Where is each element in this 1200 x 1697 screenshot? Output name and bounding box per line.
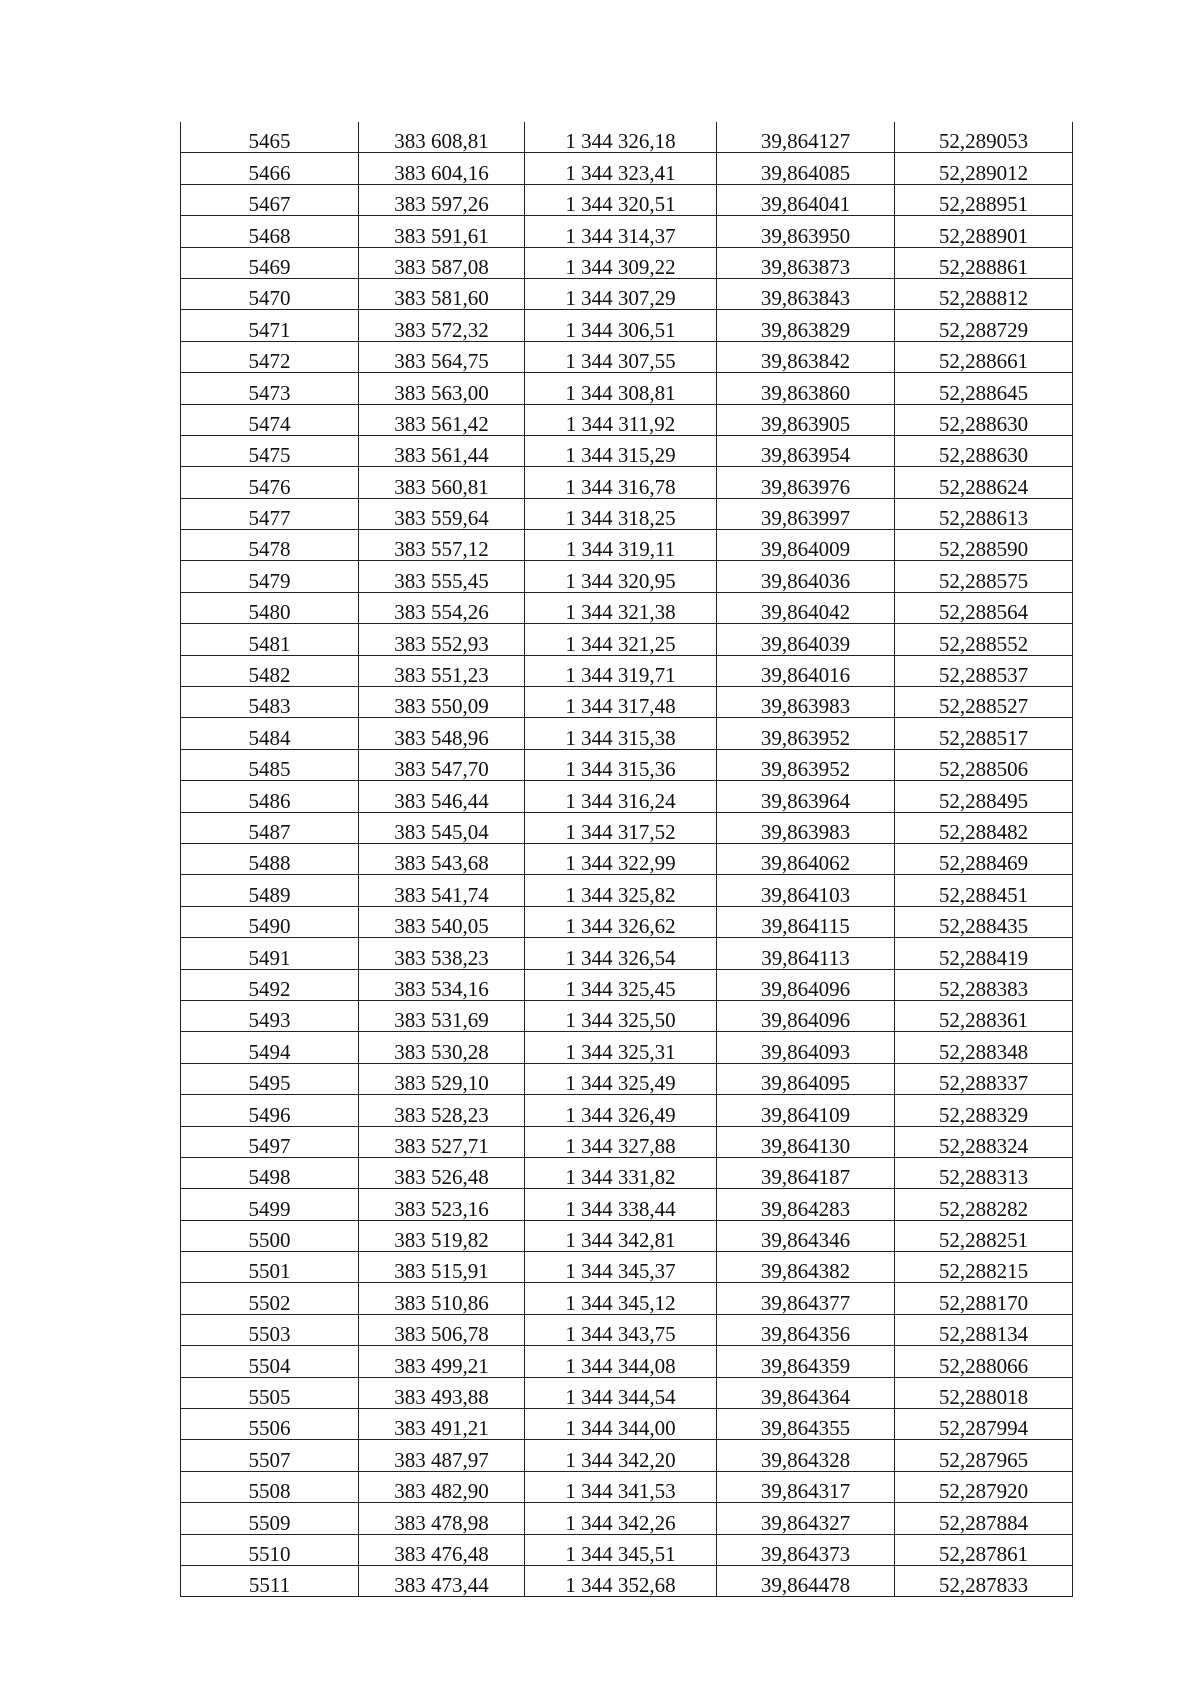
longitude-cell: 39,864109 [717, 1095, 895, 1126]
x-coordinate-cell: 383 527,71 [359, 1126, 525, 1157]
latitude-cell: 52,288661 [895, 341, 1073, 372]
y-coordinate-cell: 1 344 345,12 [525, 1283, 717, 1314]
x-coordinate-cell: 383 604,16 [359, 153, 525, 184]
y-coordinate-cell: 1 344 326,62 [525, 906, 717, 937]
longitude-cell: 39,863954 [717, 435, 895, 466]
point-number-cell: 5480 [181, 592, 359, 623]
longitude-cell: 39,863997 [717, 498, 895, 529]
latitude-cell: 52,288624 [895, 467, 1073, 498]
point-number-cell: 5497 [181, 1126, 359, 1157]
latitude-cell: 52,288329 [895, 1095, 1073, 1126]
y-coordinate-cell: 1 344 316,78 [525, 467, 717, 498]
longitude-cell: 39,863964 [717, 781, 895, 812]
table-row [181, 278, 1073, 309]
point-number-cell: 5486 [181, 781, 359, 812]
point-number-cell: 5470 [181, 278, 359, 309]
table-row [181, 781, 1073, 812]
table-row [181, 561, 1073, 592]
longitude-cell: 39,864127 [717, 122, 895, 153]
table-row [181, 749, 1073, 780]
x-coordinate-cell: 383 487,97 [359, 1440, 525, 1471]
point-number-cell: 5474 [181, 404, 359, 435]
table-row [181, 875, 1073, 906]
latitude-cell: 52,288361 [895, 1000, 1073, 1031]
latitude-cell: 52,288951 [895, 184, 1073, 215]
x-coordinate-cell: 383 543,68 [359, 843, 525, 874]
point-number-cell: 5478 [181, 530, 359, 561]
latitude-cell: 52,288812 [895, 278, 1073, 309]
latitude-cell: 52,288383 [895, 969, 1073, 1000]
latitude-cell: 52,288018 [895, 1377, 1073, 1408]
table-row [181, 687, 1073, 718]
x-coordinate-cell: 383 473,44 [359, 1565, 525, 1596]
point-number-cell: 5493 [181, 1000, 359, 1031]
latitude-cell: 52,288645 [895, 373, 1073, 404]
point-number-cell: 5481 [181, 624, 359, 655]
latitude-cell: 52,289053 [895, 122, 1073, 153]
table-row [181, 184, 1073, 215]
x-coordinate-cell: 383 546,44 [359, 781, 525, 812]
table-row [181, 341, 1073, 372]
y-coordinate-cell: 1 344 338,44 [525, 1189, 717, 1220]
point-number-cell: 5483 [181, 687, 359, 718]
point-number-cell: 5498 [181, 1157, 359, 1188]
point-number-cell: 5504 [181, 1346, 359, 1377]
x-coordinate-cell: 383 510,86 [359, 1283, 525, 1314]
point-number-cell: 5490 [181, 906, 359, 937]
table-row [181, 1534, 1073, 1565]
point-number-cell: 5488 [181, 843, 359, 874]
latitude-cell: 52,289012 [895, 153, 1073, 184]
latitude-cell: 52,288348 [895, 1032, 1073, 1063]
x-coordinate-cell: 383 523,16 [359, 1189, 525, 1220]
longitude-cell: 39,864328 [717, 1440, 895, 1471]
point-number-cell: 5473 [181, 373, 359, 404]
longitude-cell: 39,864096 [717, 969, 895, 1000]
longitude-cell: 39,864283 [717, 1189, 895, 1220]
longitude-cell: 39,863860 [717, 373, 895, 404]
longitude-cell: 39,863983 [717, 812, 895, 843]
y-coordinate-cell: 1 344 319,71 [525, 655, 717, 686]
y-coordinate-cell: 1 344 326,49 [525, 1095, 717, 1126]
table-row [181, 1000, 1073, 1031]
x-coordinate-cell: 383 548,96 [359, 718, 525, 749]
latitude-cell: 52,287920 [895, 1471, 1073, 1502]
coordinates-table-body [181, 122, 1073, 1597]
longitude-cell: 39,864377 [717, 1283, 895, 1314]
latitude-cell: 52,287965 [895, 1440, 1073, 1471]
x-coordinate-cell: 383 519,82 [359, 1220, 525, 1251]
x-coordinate-cell: 383 482,90 [359, 1471, 525, 1502]
x-coordinate-cell: 383 478,98 [359, 1503, 525, 1534]
y-coordinate-cell: 1 344 345,37 [525, 1252, 717, 1283]
x-coordinate-cell: 383 540,05 [359, 906, 525, 937]
x-coordinate-cell: 383 531,69 [359, 1000, 525, 1031]
point-number-cell: 5469 [181, 247, 359, 278]
y-coordinate-cell: 1 344 307,29 [525, 278, 717, 309]
x-coordinate-cell: 383 581,60 [359, 278, 525, 309]
x-coordinate-cell: 383 491,21 [359, 1409, 525, 1440]
x-coordinate-cell: 383 545,04 [359, 812, 525, 843]
table-row [181, 435, 1073, 466]
latitude-cell: 52,288313 [895, 1157, 1073, 1188]
y-coordinate-cell: 1 344 331,82 [525, 1157, 717, 1188]
latitude-cell: 52,288537 [895, 655, 1073, 686]
table-row [181, 1503, 1073, 1534]
point-number-cell: 5510 [181, 1534, 359, 1565]
point-number-cell: 5479 [181, 561, 359, 592]
x-coordinate-cell: 383 559,64 [359, 498, 525, 529]
y-coordinate-cell: 1 344 343,75 [525, 1314, 717, 1345]
latitude-cell: 52,287833 [895, 1565, 1073, 1596]
point-number-cell: 5496 [181, 1095, 359, 1126]
table-row [181, 216, 1073, 247]
table-row [181, 373, 1073, 404]
latitude-cell: 52,288861 [895, 247, 1073, 278]
x-coordinate-cell: 383 555,45 [359, 561, 525, 592]
longitude-cell: 39,864041 [717, 184, 895, 215]
latitude-cell: 52,287994 [895, 1409, 1073, 1440]
longitude-cell: 39,864085 [717, 153, 895, 184]
point-number-cell: 5468 [181, 216, 359, 247]
point-number-cell: 5467 [181, 184, 359, 215]
x-coordinate-cell: 383 534,16 [359, 969, 525, 1000]
point-number-cell: 5477 [181, 498, 359, 529]
longitude-cell: 39,863829 [717, 310, 895, 341]
x-coordinate-cell: 383 564,75 [359, 341, 525, 372]
y-coordinate-cell: 1 344 327,88 [525, 1126, 717, 1157]
y-coordinate-cell: 1 344 344,00 [525, 1409, 717, 1440]
point-number-cell: 5487 [181, 812, 359, 843]
latitude-cell: 52,288552 [895, 624, 1073, 655]
point-number-cell: 5505 [181, 1377, 359, 1408]
table-row [181, 1565, 1073, 1596]
point-number-cell: 5506 [181, 1409, 359, 1440]
table-row [181, 1283, 1073, 1314]
x-coordinate-cell: 383 597,26 [359, 184, 525, 215]
y-coordinate-cell: 1 344 314,37 [525, 216, 717, 247]
latitude-cell: 52,288630 [895, 435, 1073, 466]
table-row [181, 655, 1073, 686]
y-coordinate-cell: 1 344 319,11 [525, 530, 717, 561]
point-number-cell: 5475 [181, 435, 359, 466]
longitude-cell: 39,864382 [717, 1252, 895, 1283]
table-row [181, 1252, 1073, 1283]
x-coordinate-cell: 383 552,93 [359, 624, 525, 655]
y-coordinate-cell: 1 344 318,25 [525, 498, 717, 529]
x-coordinate-cell: 383 526,48 [359, 1157, 525, 1188]
table-row [181, 122, 1073, 153]
latitude-cell: 52,288527 [895, 687, 1073, 718]
longitude-cell: 39,863952 [717, 749, 895, 780]
y-coordinate-cell: 1 344 316,24 [525, 781, 717, 812]
point-number-cell: 5507 [181, 1440, 359, 1471]
point-number-cell: 5499 [181, 1189, 359, 1220]
longitude-cell: 39,864103 [717, 875, 895, 906]
point-number-cell: 5492 [181, 969, 359, 1000]
point-number-cell: 5485 [181, 749, 359, 780]
y-coordinate-cell: 1 344 326,54 [525, 938, 717, 969]
latitude-cell: 52,288324 [895, 1126, 1073, 1157]
y-coordinate-cell: 1 344 307,55 [525, 341, 717, 372]
table-row [181, 1032, 1073, 1063]
latitude-cell: 52,288215 [895, 1252, 1073, 1283]
y-coordinate-cell: 1 344 344,54 [525, 1377, 717, 1408]
y-coordinate-cell: 1 344 342,26 [525, 1503, 717, 1534]
longitude-cell: 39,863905 [717, 404, 895, 435]
longitude-cell: 39,864355 [717, 1409, 895, 1440]
latitude-cell: 52,288435 [895, 906, 1073, 937]
x-coordinate-cell: 383 530,28 [359, 1032, 525, 1063]
longitude-cell: 39,864093 [717, 1032, 895, 1063]
longitude-cell: 39,864115 [717, 906, 895, 937]
x-coordinate-cell: 383 591,61 [359, 216, 525, 247]
x-coordinate-cell: 383 557,12 [359, 530, 525, 561]
y-coordinate-cell: 1 344 344,08 [525, 1346, 717, 1377]
longitude-cell: 39,864478 [717, 1565, 895, 1596]
y-coordinate-cell: 1 344 341,53 [525, 1471, 717, 1502]
x-coordinate-cell: 383 493,88 [359, 1377, 525, 1408]
latitude-cell: 52,288630 [895, 404, 1073, 435]
longitude-cell: 39,864130 [717, 1126, 895, 1157]
longitude-cell: 39,863976 [717, 467, 895, 498]
y-coordinate-cell: 1 344 321,38 [525, 592, 717, 623]
x-coordinate-cell: 383 554,26 [359, 592, 525, 623]
x-coordinate-cell: 383 608,81 [359, 122, 525, 153]
y-coordinate-cell: 1 344 342,20 [525, 1440, 717, 1471]
longitude-cell: 39,864009 [717, 530, 895, 561]
y-coordinate-cell: 1 344 342,81 [525, 1220, 717, 1251]
table-row [181, 812, 1073, 843]
longitude-cell: 39,863952 [717, 718, 895, 749]
table-row [181, 1095, 1073, 1126]
y-coordinate-cell: 1 344 325,45 [525, 969, 717, 1000]
longitude-cell: 39,864113 [717, 938, 895, 969]
longitude-cell: 39,864036 [717, 561, 895, 592]
point-number-cell: 5471 [181, 310, 359, 341]
latitude-cell: 52,288419 [895, 938, 1073, 969]
x-coordinate-cell: 383 561,42 [359, 404, 525, 435]
point-number-cell: 5489 [181, 875, 359, 906]
latitude-cell: 52,287884 [895, 1503, 1073, 1534]
y-coordinate-cell: 1 344 345,51 [525, 1534, 717, 1565]
x-coordinate-cell: 383 528,23 [359, 1095, 525, 1126]
point-number-cell: 5476 [181, 467, 359, 498]
x-coordinate-cell: 383 541,74 [359, 875, 525, 906]
latitude-cell: 52,288575 [895, 561, 1073, 592]
longitude-cell: 39,864364 [717, 1377, 895, 1408]
table-row [181, 1471, 1073, 1502]
y-coordinate-cell: 1 344 315,38 [525, 718, 717, 749]
y-coordinate-cell: 1 344 311,92 [525, 404, 717, 435]
longitude-cell: 39,863983 [717, 687, 895, 718]
table-row [181, 1157, 1073, 1188]
table-row [181, 624, 1073, 655]
longitude-cell: 39,864373 [717, 1534, 895, 1565]
latitude-cell: 52,288506 [895, 749, 1073, 780]
table-row [181, 1440, 1073, 1471]
x-coordinate-cell: 383 476,48 [359, 1534, 525, 1565]
latitude-cell: 52,288613 [895, 498, 1073, 529]
x-coordinate-cell: 383 515,91 [359, 1252, 525, 1283]
latitude-cell: 52,288451 [895, 875, 1073, 906]
point-number-cell: 5511 [181, 1565, 359, 1596]
x-coordinate-cell: 383 587,08 [359, 247, 525, 278]
table-row [181, 1189, 1073, 1220]
y-coordinate-cell: 1 344 315,36 [525, 749, 717, 780]
table-row [181, 1346, 1073, 1377]
longitude-cell: 39,864356 [717, 1314, 895, 1345]
longitude-cell: 39,863842 [717, 341, 895, 372]
longitude-cell: 39,864187 [717, 1157, 895, 1188]
table-row [181, 467, 1073, 498]
point-number-cell: 5501 [181, 1252, 359, 1283]
latitude-cell: 52,288901 [895, 216, 1073, 247]
longitude-cell: 39,863950 [717, 216, 895, 247]
y-coordinate-cell: 1 344 309,22 [525, 247, 717, 278]
x-coordinate-cell: 383 550,09 [359, 687, 525, 718]
y-coordinate-cell: 1 344 325,82 [525, 875, 717, 906]
y-coordinate-cell: 1 344 322,99 [525, 843, 717, 874]
point-number-cell: 5466 [181, 153, 359, 184]
x-coordinate-cell: 383 499,21 [359, 1346, 525, 1377]
table-row [181, 969, 1073, 1000]
longitude-cell: 39,864327 [717, 1503, 895, 1534]
latitude-cell: 52,288170 [895, 1283, 1073, 1314]
table-row [181, 153, 1073, 184]
y-coordinate-cell: 1 344 308,81 [525, 373, 717, 404]
y-coordinate-cell: 1 344 323,41 [525, 153, 717, 184]
x-coordinate-cell: 383 551,23 [359, 655, 525, 686]
point-number-cell: 5509 [181, 1503, 359, 1534]
latitude-cell: 52,288251 [895, 1220, 1073, 1251]
table-row [181, 843, 1073, 874]
longitude-cell: 39,863843 [717, 278, 895, 309]
latitude-cell: 52,288337 [895, 1063, 1073, 1094]
y-coordinate-cell: 1 344 317,48 [525, 687, 717, 718]
table-row [181, 1314, 1073, 1345]
y-coordinate-cell: 1 344 325,50 [525, 1000, 717, 1031]
x-coordinate-cell: 383 506,78 [359, 1314, 525, 1345]
longitude-cell: 39,864042 [717, 592, 895, 623]
y-coordinate-cell: 1 344 317,52 [525, 812, 717, 843]
point-number-cell: 5465 [181, 122, 359, 153]
latitude-cell: 52,288495 [895, 781, 1073, 812]
latitude-cell: 52,288134 [895, 1314, 1073, 1345]
x-coordinate-cell: 383 538,23 [359, 938, 525, 969]
longitude-cell: 39,864346 [717, 1220, 895, 1251]
table-row [181, 498, 1073, 529]
x-coordinate-cell: 383 561,44 [359, 435, 525, 466]
point-number-cell: 5484 [181, 718, 359, 749]
table-row [181, 1377, 1073, 1408]
latitude-cell: 52,288564 [895, 592, 1073, 623]
y-coordinate-cell: 1 344 325,31 [525, 1032, 717, 1063]
y-coordinate-cell: 1 344 352,68 [525, 1565, 717, 1596]
y-coordinate-cell: 1 344 306,51 [525, 310, 717, 341]
latitude-cell: 52,288590 [895, 530, 1073, 561]
y-coordinate-cell: 1 344 320,51 [525, 184, 717, 215]
point-number-cell: 5500 [181, 1220, 359, 1251]
latitude-cell: 52,288066 [895, 1346, 1073, 1377]
table-row [181, 1220, 1073, 1251]
latitude-cell: 52,288282 [895, 1189, 1073, 1220]
longitude-cell: 39,864039 [717, 624, 895, 655]
longitude-cell: 39,864016 [717, 655, 895, 686]
latitude-cell: 52,288729 [895, 310, 1073, 341]
point-number-cell: 5495 [181, 1063, 359, 1094]
point-number-cell: 5508 [181, 1471, 359, 1502]
table-row [181, 310, 1073, 341]
table-row [181, 718, 1073, 749]
x-coordinate-cell: 383 547,70 [359, 749, 525, 780]
y-coordinate-cell: 1 344 321,25 [525, 624, 717, 655]
table-row [181, 592, 1073, 623]
point-number-cell: 5491 [181, 938, 359, 969]
latitude-cell: 52,288482 [895, 812, 1073, 843]
longitude-cell: 39,864062 [717, 843, 895, 874]
point-number-cell: 5482 [181, 655, 359, 686]
longitude-cell: 39,864317 [717, 1471, 895, 1502]
longitude-cell: 39,864359 [717, 1346, 895, 1377]
table-row [181, 906, 1073, 937]
x-coordinate-cell: 383 572,32 [359, 310, 525, 341]
table-row [181, 938, 1073, 969]
point-number-cell: 5502 [181, 1283, 359, 1314]
point-number-cell: 5472 [181, 341, 359, 372]
longitude-cell: 39,864095 [717, 1063, 895, 1094]
latitude-cell: 52,287861 [895, 1534, 1073, 1565]
y-coordinate-cell: 1 344 315,29 [525, 435, 717, 466]
coordinates-table [180, 122, 1073, 1597]
y-coordinate-cell: 1 344 326,18 [525, 122, 717, 153]
table-row [181, 247, 1073, 278]
table-row [181, 530, 1073, 561]
table-row [181, 1126, 1073, 1157]
y-coordinate-cell: 1 344 325,49 [525, 1063, 717, 1094]
table-row [181, 1409, 1073, 1440]
point-number-cell: 5494 [181, 1032, 359, 1063]
longitude-cell: 39,864096 [717, 1000, 895, 1031]
y-coordinate-cell: 1 344 320,95 [525, 561, 717, 592]
x-coordinate-cell: 383 560,81 [359, 467, 525, 498]
point-number-cell: 5503 [181, 1314, 359, 1345]
table-row [181, 1063, 1073, 1094]
latitude-cell: 52,288517 [895, 718, 1073, 749]
latitude-cell: 52,288469 [895, 843, 1073, 874]
table-row [181, 404, 1073, 435]
longitude-cell: 39,863873 [717, 247, 895, 278]
x-coordinate-cell: 383 529,10 [359, 1063, 525, 1094]
x-coordinate-cell: 383 563,00 [359, 373, 525, 404]
